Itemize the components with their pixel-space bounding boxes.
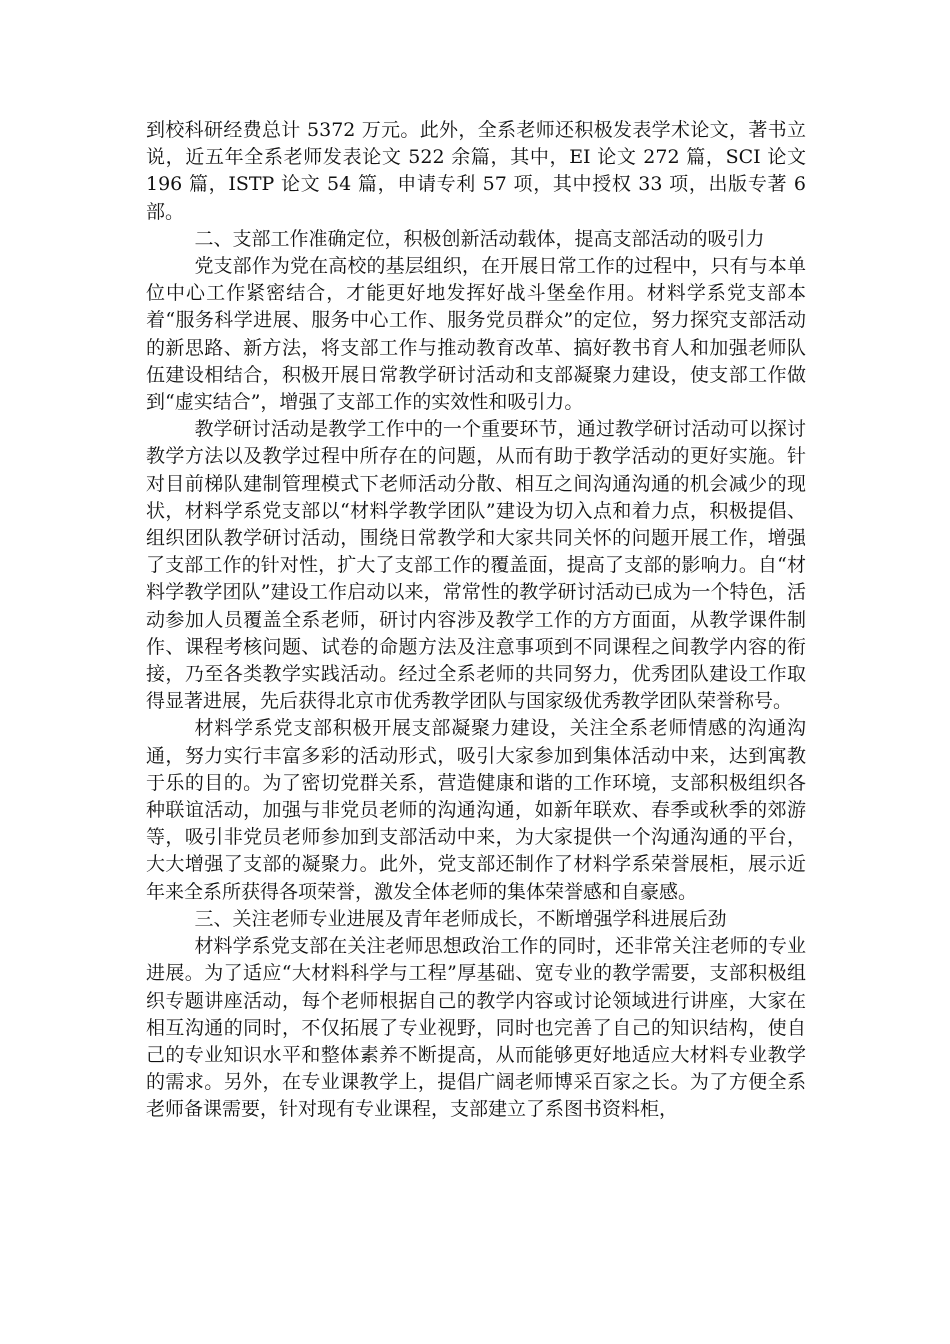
section-heading-3: 三、关注老师专业进展及青年老师成长，不断增强学科进展后劲	[194, 907, 727, 930]
paragraph-5: 材料学系党支部积极开展支部凝聚力建设，关注全系老师情感的沟通沟通，努力实行丰富多彩的活动形式，吸引大家参加到集体活动中来，达到寓教于乐的目的。为了密切党群关系，营造健康和谐的工作环境，支部积极组织各种联谊活动，加强与非党员老师的沟通沟通，如新年联欢、春季或秋季的郊游等，吸引非党员老师参加到支部活动中来，为大家提供一个沟通沟通的平台，大大增强了支部的凝聚力。此外，党支部还制作了材料学系荣誉展柜，展示近年来全系所获得各项荣誉，激发全体老师的集体荣誉感和自豪感。	[146, 717, 806, 903]
paragraph-4: 教学研讨活动是教学工作中的一个重要环节，通过教学研讨活动可以探讨教学方法以及教学过程中所存在的问题，从而有助于教学活动的更好实施。针对目前梯队建制管理模式下老师活动分散、相互之间沟通沟通的机会减少的现状，材料学系党支部以“材料学教学团队”建设为切入点和着力点，积极提倡、组织团队教学研讨活动，围绕日常教学和大家共同关怀的问题开展工作，增强了支部工作的针对性，扩大了支部工作的覆盖面，提高了支部的影响力。自“材料学教学团队”建设工作启动以来，常常性的教学研讨活动已成为一个特色，活动参加人员覆盖全系老师，研讨内容涉及教学工作的方方面面，从教学课件制作、课程考核问题、试卷的命题方法及注意事项到不同课程之间教学内容的衔接，乃至各类教学实践活动。经过全系老师的共同努力，优秀团队建设工作取得显著进展，先后获得北京市优秀教学团队与国家级优秀教学团队荣誉称号。	[146, 418, 806, 713]
paragraph-1: 到校科研经费总计 5372 万元。此外，全系老师还积极发表学术论文，著书立说，近五年全系老师发表论文 522 余篇，其中，EI 论文 272 篇，SCI 论文 196 篇，ISTP 论文 54 篇，申请专利 57 项，其中授权 33 项，出版专著 6 部。	[146, 119, 806, 223]
paragraph-7: 材料学系党支部在关注老师思想政治工作的同时，还非常关注老师的专业进展。为了适应“大材料科学与工程”厚基础、宽专业的教学需要，支部积极组织专题讲座活动，每个老师根据自己的教学内容或讨论领域进行讲座，大家在相互沟通的同时，不仅拓展了专业视野，同时也完善了自己的知识结构，使自己的专业知识水平和整体素养不断提高，从而能够更好地适应大材料专业教学的需求。另外，在专业课教学上，提倡广阔老师博采百家之长。为了方便全系老师备课需要，针对现有专业课程，支部建立了系图书资料柜，	[146, 935, 806, 1121]
section-heading-2: 二、支部工作准确定位，积极创新活动载体，提高支部活动的吸引力	[194, 227, 765, 250]
document-body	[146, 117, 806, 1124]
paragraph-3: 党支部作为党在高校的基层组织，在开展日常工作的过程中，只有与本单位中心工作紧密结合，才能更好地发挥好战斗堡垒作用。材料学系党支部本着“服务科学进展、服务中心工作、服务党员群众”的定位，努力探究支部活动的新思路、新方法，将支部工作与推动教育改革、搞好教书育人和加强老师队伍建设相结合，积极开展日常教学研讨活动和支部凝聚力建设，使支部工作做到“虚实结合”，增强了支部工作的实效性和吸引力。	[146, 255, 806, 414]
